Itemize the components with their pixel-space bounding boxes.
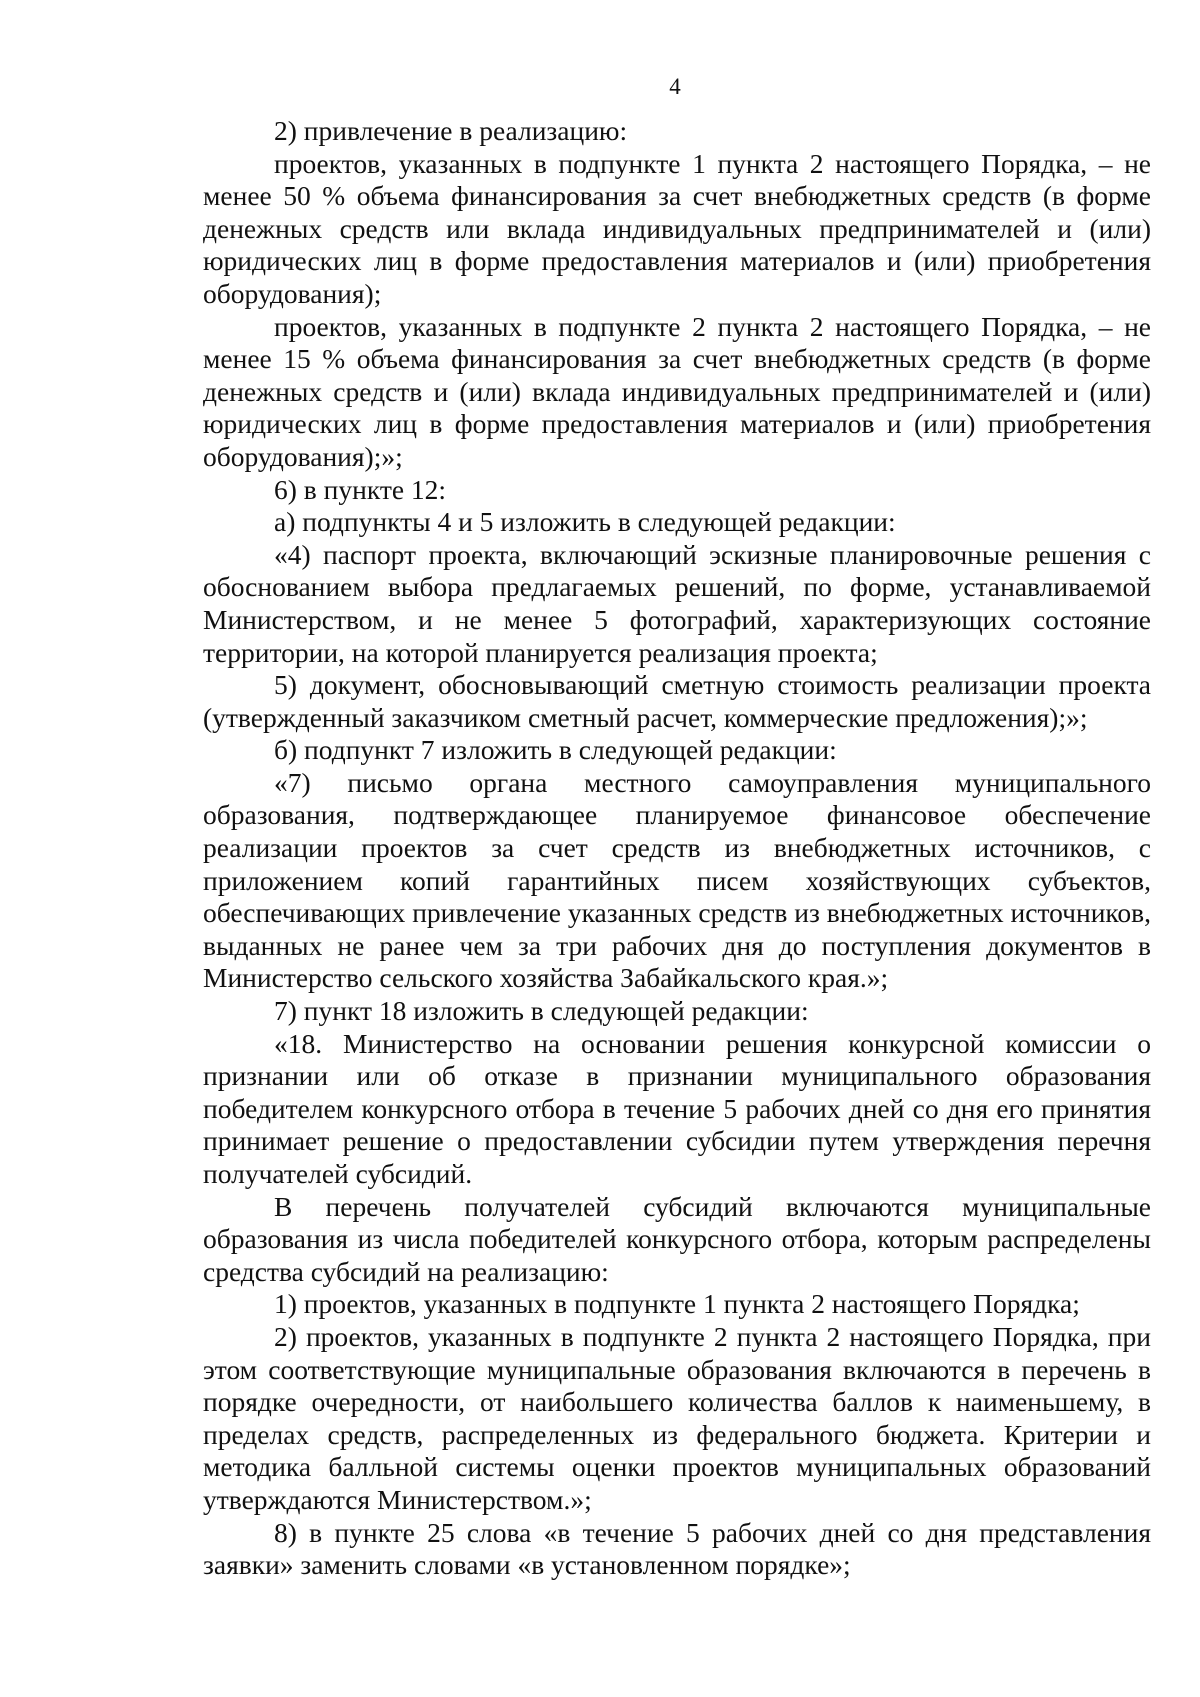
paragraph: б) подпункт 7 изложить в следующей редакции: [274,734,837,766]
paragraph: проектов, указанных в подпункте 1 пункта 2 настоящего Порядка, – не менее 50 % объема финансирования за счет внебюджетных средств (в форме денежных средств или вклада индивидуальных предпринимателей и (или) юридических лиц в форме предоставления материалов и (или) приобретения оборудования); [203,147,1151,309]
document-body [203,115,1151,1582]
paragraph: а) подпункты 4 и 5 изложить в следующей редакции: [274,506,896,538]
page-number: 4 [669,74,681,99]
paragraph: проектов, указанных в подпункте 2 пункта 2 настоящего Порядка, – не менее 15 % объема финансирования за счет внебюджетных средств (в форме денежных средств и (или) вклада индивидуальных предпринимателей и (или) юридических лиц в форме предоставления материалов и (или) приобретения оборудования);»; [203,310,1151,472]
paragraph: 2) привлечение в реализацию: [274,115,628,146]
paragraph: 7) пункт 18 изложить в следующей редакции: [274,995,809,1027]
paragraph: «4) паспорт проекта, включающий эскизные планировочные решения с обоснованием выбора предлагаемых решений, по форме, устанавливаемой Министерством, и не менее 5 фотографий, характеризующих состояние территории, на которой планируется реализация проекта; [203,538,1151,668]
paragraph: «7) письмо органа местного самоуправления муниципального образования, подтверждающее планируемое финансовое обеспечение реализации проектов за счет средств из внебюджетных источников, с приложением копий гарантийных писем хозяйствующих субъектов, обеспечивающих привлечение указанных средств из внебюджетных источников, выданных не ранее чем за три рабочих дня до поступления документов в Министерство сельского хозяйства Забайкальского края.»; [203,766,1151,994]
paragraph: 2) проектов, указанных в подпункте 2 пункта 2 настоящего Порядка, при этом соответствующие муниципальные образования включаются в перечень в порядке очередности, от наибольшего количества баллов к наименьшему, в пределах средств, распределенных из федерального бюджета. Критерии и методика балльной системы оценки проектов муниципальных образований утверждаются Министерством.»; [203,1320,1151,1515]
paragraph: В перечень получателей субсидий включаются муниципальные образования из числа победителей конкурсного отбора, которым распределены средства субсидий на реализацию: [203,1190,1151,1287]
paragraph: 6) в пункте 12: [274,473,447,505]
paragraph: 5) документ, обосновывающий сметную стоимость реализации проекта (утвержденный заказчиком сметный расчет, коммерческие предложения);»; [203,669,1151,733]
paragraph: 1) проектов, указанных в подпункте 1 пункта 2 настоящего Порядка; [274,1288,1080,1320]
paragraph: 8) в пункте 25 слова «в течение 5 рабочих дней со дня представления заявки» заменить словами «в установленном порядке»; [203,1516,1151,1581]
paragraph: «18. Министерство на основании решения конкурсной комиссии о признании или об отказе в признании муниципального образования победителем конкурсного отбора в течение 5 рабочих дней со дня его принятия принимает решение о предоставлении субсидии путем утверждения перечня получателей субсидий. [203,1027,1151,1189]
